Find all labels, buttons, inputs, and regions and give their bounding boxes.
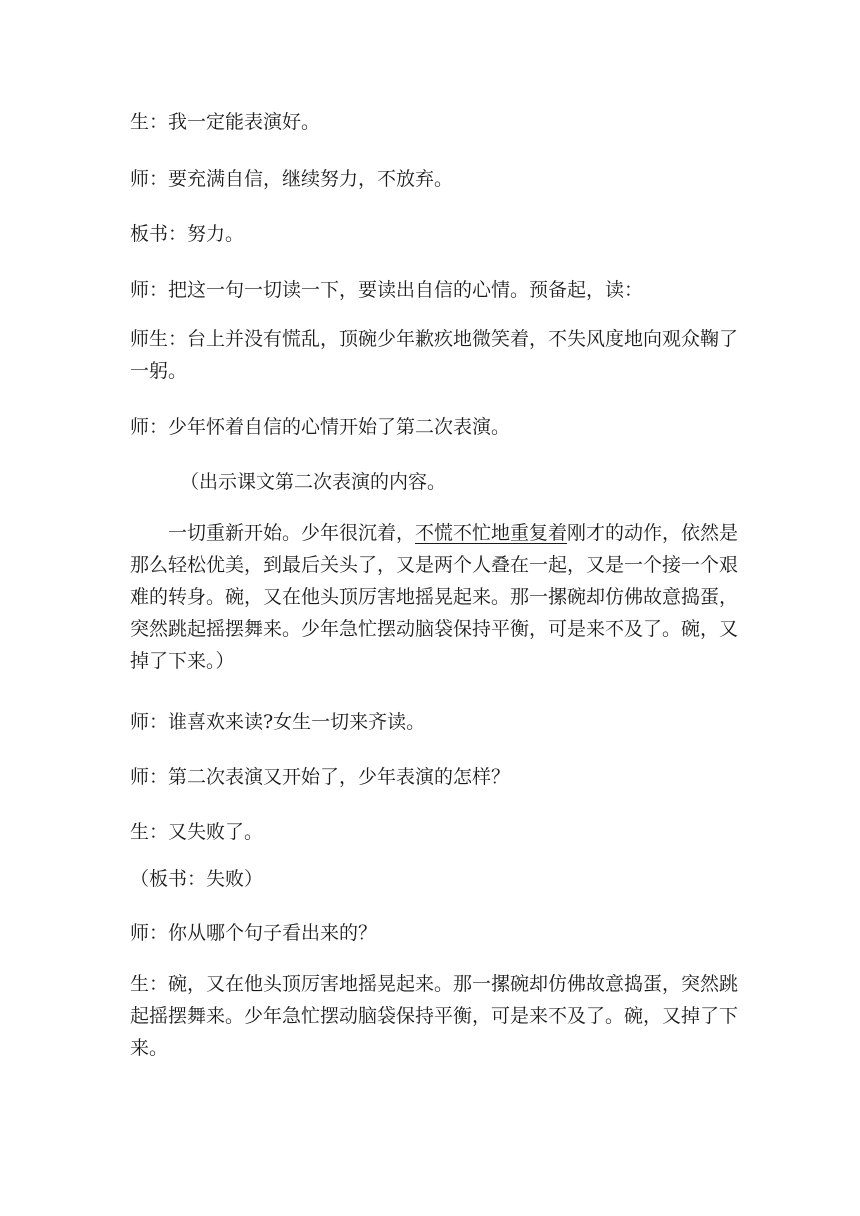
line-board-2: （板书：失败）	[130, 868, 264, 890]
line-teacher-student: 师生：台上并没有慌乱，顶碗少年歉疚地微笑着，不失风度地向观众鞠了一躬。	[130, 328, 739, 382]
line-teacher-4: 师：谁喜欢来读?女生一切来齐读。	[130, 711, 426, 733]
passage-before: 一切重新开始。少年很沉着，	[168, 522, 416, 544]
passage-after: 刚才的动作，依然是那么轻松优美，到最后关头了，又是两个人叠在一起，又是一个接一个艰难的转身。碗，又在他头顶厉害地摇晃起来。那一摞碗却仿佛故意捣蛋，突然跳起摇摆舞来。少年急忙摆动脑袋保持平衡，可是来不及了。碗，又掉了下来。）	[130, 522, 739, 672]
line-teacher-2: 师：把这一句一切读一下，要读出自信的心情。预备起，读：	[130, 279, 644, 301]
line-teacher-6: 师：你从哪个句子看出来的？	[130, 922, 378, 944]
line-student-1: 生：我一定能表演好。	[130, 111, 321, 133]
line-show-text: （出示课文第二次表演的内容。	[180, 471, 447, 493]
line-teacher-3: 师：少年怀着自信的心情开始了第二次表演。	[130, 416, 511, 438]
line-student-2: 生：又失败了。	[130, 821, 264, 843]
passage-underlined: 不慌不忙地重复着	[415, 522, 568, 544]
line-teacher-5: 师：第二次表演又开始了，少年表演的怎样？	[130, 766, 511, 788]
line-teacher-1: 师：要充满自信，继续努力，不放弃。	[130, 168, 454, 190]
line-student-3: 生：碗，又在他头顶厉害地摇晃起来。那一摞碗却仿佛故意捣蛋，突然跳起摇摆舞来。少年急忙摆动脑袋保持平衡，可是来不及了。碗，又掉了下来。	[130, 973, 739, 1059]
line-board-1: 板书：努力。	[130, 223, 245, 245]
quoted-passage	[130, 517, 740, 677]
